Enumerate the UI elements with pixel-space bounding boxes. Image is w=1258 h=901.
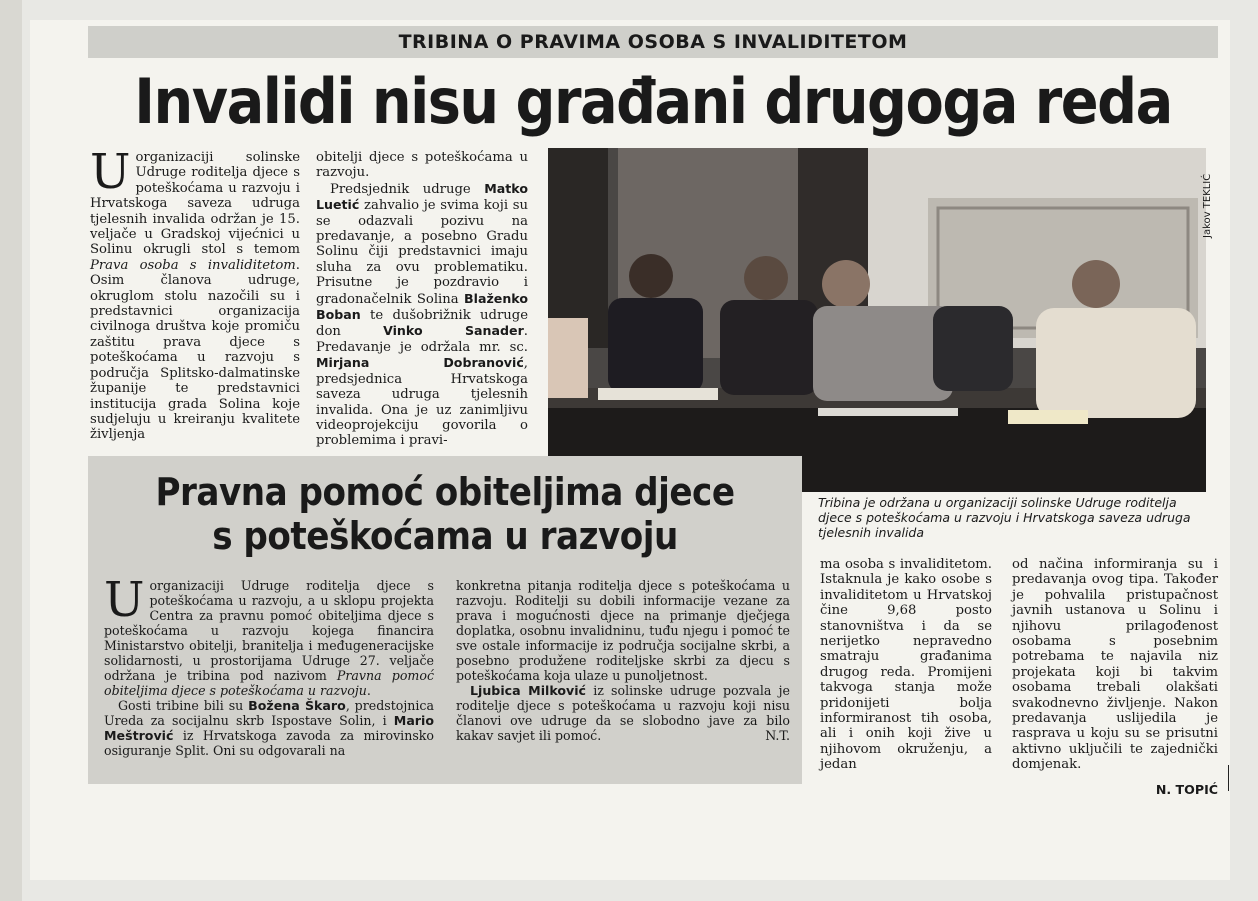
paragraph: konkretna pitanja roditelja djece s poteškoćama u razvoju. Roditelji su dobili informacije vezane za prava i mogućnosti djece na primanje dječjega doplatka, osobnu invalidninu, tuđu njegu i pomoć te sve ostale informacije iz područja socijalne skrbi, a posebno produžene roditeljske skrbi za djecu s poteškoćama koja ulaze u punoljetnost.: [456, 578, 790, 683]
topic-title: Prava osoba s invaliditetom: [90, 257, 296, 273]
signature: N.T.: [765, 728, 790, 743]
event-title: Pravna pomoć obiteljima djece s poteškoćama u razvoju: [104, 668, 434, 698]
article2-column1: [104, 572, 434, 778]
text: . Predavanje je održala mr. sc.: [316, 324, 528, 355]
person-name: Mirjana Dobranović: [316, 355, 524, 371]
text: zahvalio je svima koji su se odazvali pozivu na predavanje, a posebno Gradu Solinu čiji predstavnici imaju sluha za ovu problematiku. Prisutne je pozdravio i gradonačelnik Solina: [316, 198, 528, 307]
paragraph: od načina informiranja su i predavanja ovog tipa. Također je pohvalila pristupačnost javnih ustanova u Solinu i njihovu prilagođenost osobama s posebnim potrebama te najavila niz projekata koji bi takvim osobama trebali olakšati svakodnevno življenje. Nakon predavanja uslijedila je rasprava u koju su se prisutni aktivno uključili te zajednički domjenak.: [1012, 557, 1218, 773]
text: , predsjednica Hrvatskoga saveza udruga tjelesnih invalida. Ona je uz zanimljivu videoprojekciju govorila o problemima i pravi-: [316, 356, 528, 449]
text: Gosti tribine bili su: [118, 698, 249, 713]
subheadline-line: s poteškoćama u razvoju: [212, 514, 678, 558]
photo-caption: Tribina je održana u organizaciji solinske Udruge roditelja djece s poteškoćama u razvoju i Hrvatskoga saveza udruga tjelesnih invalida: [818, 495, 1191, 540]
kicker: TRIBINA O PRAVIMA OSOBA S INVALIDITETOM: [88, 26, 1218, 58]
headline: Invalidi nisu građani drugoga reda: [134, 65, 1172, 138]
text: organizaciji Udruge roditelja djece s poteškoćama u razvoju, a u sklopu projekta Centra za pravnu pomoć obiteljima djece s poteškoćama u razvoju kojega financira Ministarstvo obitelji, branitelja i međugeneracijske solidarnosti, u prostorijama Udruge 27. veljače održana je tribina pod nazivom: [104, 578, 434, 683]
subheadline: [88, 470, 802, 558]
photo-credit: Jakov TEKLIĆ: [1202, 173, 1213, 238]
person-name: Božena Škaro: [248, 698, 346, 713]
paragraph: ma osoba s invaliditetom. Istaknula je kako osobe s invaliditetom u Hrvatskoj čine 9,68 posto stanovništva i da se nerijetko nepravedno smatraju građanima drugog reda. Promijeni takvoga stanja može pridonijeti bolja informiranost tih osoba, ali i onih koji žive u njihovom okruženju, a jedan: [820, 557, 992, 773]
article1-column3: [820, 557, 992, 797]
article1-column1: [90, 144, 300, 450]
page-margin: [0, 0, 22, 901]
text: iz Hrvatskoga zavoda za mirovinsko osiguranje Split. Oni su odgovarali na: [104, 728, 434, 758]
person-name: Matko Luetić: [316, 180, 528, 213]
event-photo: [548, 148, 1206, 492]
text: Predsjednik udruge: [330, 181, 485, 197]
text: .: [366, 683, 371, 698]
person-name: Vinko Sanader: [383, 323, 524, 339]
dropcap: U: [90, 144, 131, 200]
column-rule: [1228, 765, 1229, 791]
text: . Osim članova udruge, okruglom stolu nazočili su i predstavnici organizacija civilnoga društva koje promiču zaštitu prava djece s poteškoćama u razvoju s područja Splitsko-dalmatinske županije te predstavnici institucija grada Solina koje sudjeluju u kreiranju kvalitete življenja: [90, 257, 300, 443]
text: organizaciji solinske Udruge roditelja djece s poteškoćama u razvoju i Hrvatskoga saveza udruga tjelesnih invalida održan je 15. veljače u Gradskoj vijećnici u Solinu okrugli stol s temom: [90, 150, 300, 258]
article2-column2: [456, 578, 790, 778]
text: iz solinske udruge pozvala je roditelje djece s poteškoćama u razvoju koji nisu članovi ove udruge da se slobodno jave za bilo kakav savjet ili pomoć.: [456, 683, 790, 743]
person-name: Ljubica Milković: [470, 683, 587, 698]
person-name: Mario Meštrović: [104, 713, 434, 743]
text: te dušobrižnik udruge don: [316, 308, 528, 340]
dropcap: U: [104, 572, 145, 628]
subheadline-line: Pravna pomoć obiteljima djece: [155, 470, 735, 514]
text: , predstojnica Ureda za socijalnu skrb Ispostave Solin, i: [104, 698, 434, 728]
article1-column2: [316, 150, 528, 450]
person-name: Blaženko Boban: [316, 290, 528, 323]
article1-column4: [1012, 557, 1218, 797]
signature: N. TOPIĆ: [1155, 781, 1218, 797]
paragraph: obitelji djece s poteškoćama u razvoju.: [316, 150, 528, 181]
photo-illustration: [548, 148, 1206, 492]
